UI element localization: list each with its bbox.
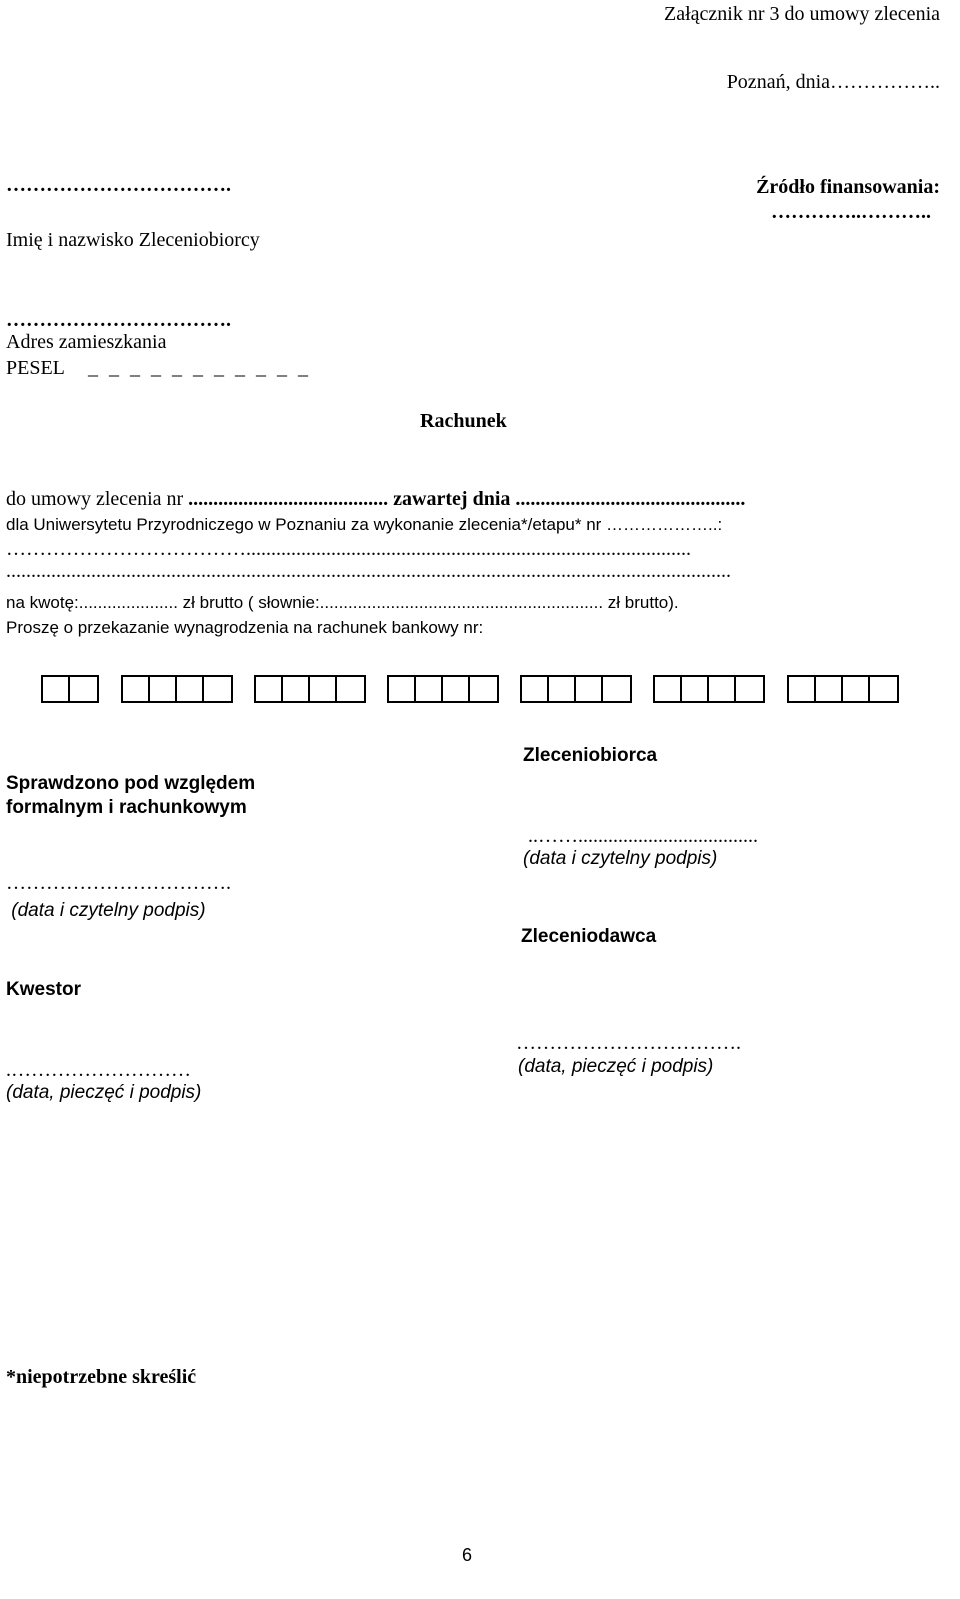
principal-title: Zleceniodawca xyxy=(521,926,657,947)
account-digit-box[interactable] xyxy=(736,677,763,701)
account-box-group xyxy=(520,675,632,703)
principal-signature-dots: ……………………………. xyxy=(516,1032,741,1054)
account-box-group xyxy=(787,675,899,703)
account-digit-box[interactable] xyxy=(522,677,549,701)
contract-number-label: do umowy zlecenia nr xyxy=(6,488,189,510)
contract-number-dots: ........................................ zawartej dnia .............................................. xyxy=(188,488,746,510)
page-number: 6 xyxy=(462,1545,473,1565)
account-digit-box[interactable] xyxy=(123,677,150,701)
address-label: Adres zamieszkania xyxy=(6,331,167,353)
account-digit-box[interactable] xyxy=(389,677,416,701)
name-dots: ……………………………. xyxy=(6,174,231,196)
amount-line: na kwotę:..................... zł brutto ( słownie:............................................................ zł brutto). xyxy=(6,593,679,612)
account-box-group xyxy=(41,675,99,703)
contract-line xyxy=(6,487,745,511)
account-digit-box[interactable] xyxy=(709,677,736,701)
contractor-title: Zleceniobiorca xyxy=(523,745,658,766)
quaestor-signature-caption: (data, pieczęć i podpis) xyxy=(6,1082,202,1103)
account-digit-box[interactable] xyxy=(177,677,204,701)
account-digit-box[interactable] xyxy=(416,677,443,701)
account-digit-box[interactable] xyxy=(576,677,603,701)
funding-dots: …………..……….. xyxy=(771,201,931,223)
account-box-group xyxy=(387,675,499,703)
account-digit-box[interactable] xyxy=(843,677,870,701)
account-digit-box[interactable] xyxy=(470,677,497,701)
place-date-field: Poznań, dnia…………….. xyxy=(726,71,940,93)
account-digit-box[interactable] xyxy=(337,677,364,701)
account-digit-box[interactable] xyxy=(70,677,97,701)
dotted-line-2: ................................................................................................................................................. xyxy=(6,560,731,582)
dotted-line-1: ………………………………......................................................................................... xyxy=(6,538,691,560)
bank-account-line: Proszę o przekazanie wynagrodzenia na rachunek bankowy nr: xyxy=(6,618,484,637)
account-digit-box[interactable] xyxy=(310,677,337,701)
account-digit-box[interactable] xyxy=(283,677,310,701)
checked-signature-dots: ……………………………. xyxy=(6,872,231,894)
account-digit-box[interactable] xyxy=(816,677,843,701)
pesel-label: PESEL xyxy=(6,357,65,379)
annex-label: Załącznik nr 3 do umowy zlecenia xyxy=(664,3,940,25)
name-label: Imię i nazwisko Zleceniobiorcy xyxy=(6,229,260,251)
checked-label-2: formalnym i rachunkowym xyxy=(6,797,247,818)
account-box-group xyxy=(254,675,366,703)
account-digit-box[interactable] xyxy=(682,677,709,701)
account-digit-box[interactable] xyxy=(603,677,630,701)
quaestor-signature-dots: .……………………… xyxy=(6,1059,191,1081)
funding-label: Źródło finansowania: xyxy=(756,176,940,198)
university-line: dla Uniwersytetu Przyrodniczego w Poznaniu za wykonanie zlecenia*/etapu* nr ………………..: xyxy=(6,515,723,534)
account-digit-box[interactable] xyxy=(870,677,897,701)
footnote: *niepotrzebne skreślić xyxy=(6,1366,197,1388)
account-digit-box[interactable] xyxy=(789,677,816,701)
account-digit-box[interactable] xyxy=(655,677,682,701)
document-title: Rachunek xyxy=(420,410,507,432)
account-box-group xyxy=(121,675,233,703)
address-dots: ……………………………. xyxy=(6,309,231,331)
account-digit-box[interactable] xyxy=(204,677,231,701)
checked-signature-caption: (data i czytelny podpis) xyxy=(6,900,206,921)
account-digit-box[interactable] xyxy=(43,677,70,701)
quaestor-title: Kwestor xyxy=(6,979,81,1000)
account-digit-box[interactable] xyxy=(443,677,470,701)
account-digit-box[interactable] xyxy=(549,677,576,701)
account-digit-box[interactable] xyxy=(256,677,283,701)
contractor-signature-dots: ..…….................................... xyxy=(528,825,758,847)
checked-label-1: Sprawdzono pod względem xyxy=(6,773,256,794)
principal-signature-caption: (data, pieczęć i podpis) xyxy=(518,1056,714,1077)
pesel-field: _ _ _ _ _ _ _ _ _ _ _ xyxy=(88,357,311,379)
account-box-group xyxy=(653,675,765,703)
contractor-signature-caption: (data i czytelny podpis) xyxy=(523,848,718,869)
account-digit-box[interactable] xyxy=(150,677,177,701)
